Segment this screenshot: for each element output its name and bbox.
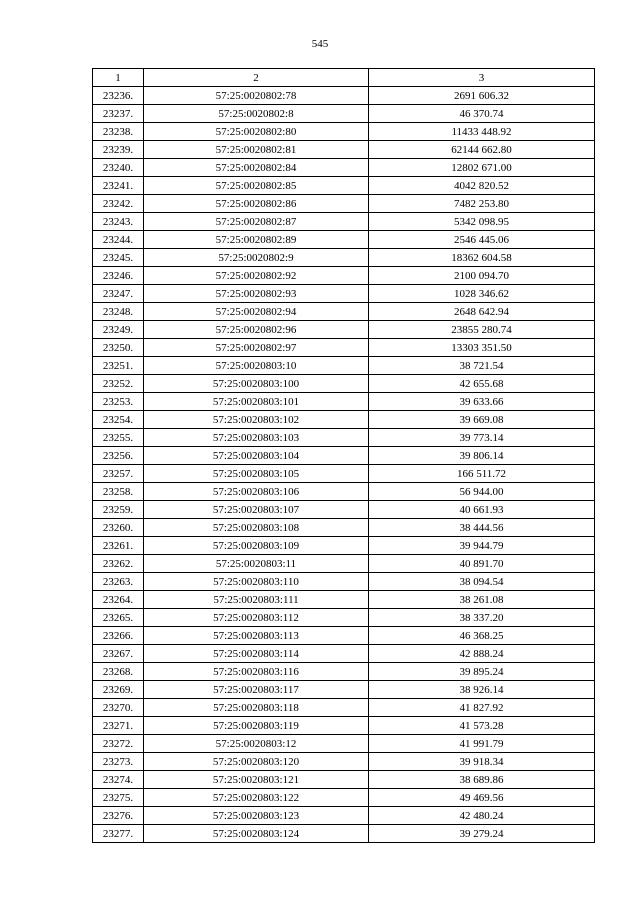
- table-row: [93, 339, 595, 357]
- table-row: [93, 591, 595, 609]
- cadastral-number-cell: 57:25:0020803:11: [144, 555, 369, 573]
- table-row: [93, 393, 595, 411]
- cadastral-number-cell: 57:25:0020803:121: [144, 771, 369, 789]
- table-row: [93, 465, 595, 483]
- value-cell: 2546 445.06: [369, 231, 595, 249]
- value-cell: 2648 642.94: [369, 303, 595, 321]
- value-cell: 40 661.93: [369, 501, 595, 519]
- value-cell: 39 918.34: [369, 753, 595, 771]
- table-row: [93, 681, 595, 699]
- row-number-cell: 23256.: [93, 447, 144, 465]
- table-row: [93, 195, 595, 213]
- row-number-cell: 23276.: [93, 807, 144, 825]
- cadastral-number-cell: 57:25:0020803:102: [144, 411, 369, 429]
- value-cell: 1028 346.62: [369, 285, 595, 303]
- cadastral-number-cell: 57:25:0020803:117: [144, 681, 369, 699]
- table-row: [93, 627, 595, 645]
- cadastral-number-cell: 57:25:0020802:97: [144, 339, 369, 357]
- cadastral-number-cell: 57:25:0020802:8: [144, 105, 369, 123]
- cadastral-number-cell: 57:25:0020802:92: [144, 267, 369, 285]
- value-cell: 11433 448.92: [369, 123, 595, 141]
- value-cell: 46 368.25: [369, 627, 595, 645]
- value-cell: 39 895.24: [369, 663, 595, 681]
- cadastral-number-cell: 57:25:0020803:12: [144, 735, 369, 753]
- table-row: [93, 753, 595, 771]
- table-row: [93, 411, 595, 429]
- cadastral-number-cell: 57:25:0020802:80: [144, 123, 369, 141]
- cadastral-number-cell: 57:25:0020803:110: [144, 573, 369, 591]
- table-row: [93, 267, 595, 285]
- row-number-cell: 23271.: [93, 717, 144, 735]
- cadastral-number-cell: 57:25:0020803:122: [144, 789, 369, 807]
- table-header-row: [93, 69, 595, 87]
- cadastral-number-cell: 57:25:0020803:109: [144, 537, 369, 555]
- row-number-cell: 23246.: [93, 267, 144, 285]
- value-cell: 39 669.08: [369, 411, 595, 429]
- table-row: [93, 537, 595, 555]
- cadastral-value-table: [92, 68, 595, 843]
- cadastral-number-cell: 57:25:0020803:105: [144, 465, 369, 483]
- value-cell: 2100 094.70: [369, 267, 595, 285]
- row-number-cell: 23244.: [93, 231, 144, 249]
- row-number-cell: 23255.: [93, 429, 144, 447]
- row-number-cell: 23259.: [93, 501, 144, 519]
- value-cell: 4042 820.52: [369, 177, 595, 195]
- row-number-cell: 23248.: [93, 303, 144, 321]
- row-number-cell: 23269.: [93, 681, 144, 699]
- value-cell: 38 261.08: [369, 591, 595, 609]
- table-row: [93, 357, 595, 375]
- row-number-cell: 23252.: [93, 375, 144, 393]
- cadastral-number-cell: 57:25:0020802:81: [144, 141, 369, 159]
- value-cell: 38 689.86: [369, 771, 595, 789]
- value-cell: 56 944.00: [369, 483, 595, 501]
- cadastral-number-cell: 57:25:0020803:108: [144, 519, 369, 537]
- row-number-cell: 23261.: [93, 537, 144, 555]
- cadastral-number-cell: 57:25:0020803:10: [144, 357, 369, 375]
- value-cell: 42 888.24: [369, 645, 595, 663]
- cadastral-number-cell: 57:25:0020802:94: [144, 303, 369, 321]
- table-row: [93, 789, 595, 807]
- row-number-cell: 23266.: [93, 627, 144, 645]
- row-number-cell: 23239.: [93, 141, 144, 159]
- table-row: [93, 717, 595, 735]
- value-cell: 38 444.56: [369, 519, 595, 537]
- value-cell: 42 480.24: [369, 807, 595, 825]
- row-number-cell: 23247.: [93, 285, 144, 303]
- value-cell: 39 944.79: [369, 537, 595, 555]
- table-row: [93, 771, 595, 789]
- row-number-cell: 23263.: [93, 573, 144, 591]
- value-cell: 166 511.72: [369, 465, 595, 483]
- value-cell: 40 891.70: [369, 555, 595, 573]
- cadastral-number-cell: 57:25:0020803:101: [144, 393, 369, 411]
- table-row: [93, 231, 595, 249]
- row-number-cell: 23241.: [93, 177, 144, 195]
- row-number-cell: 23267.: [93, 645, 144, 663]
- cadastral-number-cell: 57:25:0020803:113: [144, 627, 369, 645]
- table-row: [93, 123, 595, 141]
- table-row: [93, 663, 595, 681]
- value-cell: 7482 253.80: [369, 195, 595, 213]
- cadastral-number-cell: 57:25:0020802:87: [144, 213, 369, 231]
- cadastral-number-cell: 57:25:0020802:89: [144, 231, 369, 249]
- value-cell: 41 827.92: [369, 699, 595, 717]
- row-number-cell: 23245.: [93, 249, 144, 267]
- cadastral-number-cell: 57:25:0020803:100: [144, 375, 369, 393]
- value-cell: 13303 351.50: [369, 339, 595, 357]
- cadastral-number-cell: 57:25:0020802:86: [144, 195, 369, 213]
- cadastral-number-cell: 57:25:0020803:120: [144, 753, 369, 771]
- table-row: [93, 429, 595, 447]
- table-row: [93, 645, 595, 663]
- value-cell: 23855 280.74: [369, 321, 595, 339]
- value-cell: 5342 098.95: [369, 213, 595, 231]
- cadastral-number-cell: 57:25:0020802:96: [144, 321, 369, 339]
- value-cell: 12802 671.00: [369, 159, 595, 177]
- row-number-cell: 23268.: [93, 663, 144, 681]
- row-number-cell: 23257.: [93, 465, 144, 483]
- cadastral-number-cell: 57:25:0020803:107: [144, 501, 369, 519]
- row-number-cell: 23250.: [93, 339, 144, 357]
- cadastral-number-cell: 57:25:0020802:84: [144, 159, 369, 177]
- row-number-cell: 23275.: [93, 789, 144, 807]
- table-row: [93, 321, 595, 339]
- cadastral-number-cell: 57:25:0020802:93: [144, 285, 369, 303]
- value-cell: 39 773.14: [369, 429, 595, 447]
- row-number-cell: 23260.: [93, 519, 144, 537]
- row-number-cell: 23274.: [93, 771, 144, 789]
- column-header-3: 3: [369, 69, 595, 87]
- table-row: [93, 483, 595, 501]
- table-row: [93, 177, 595, 195]
- column-header-2: 2: [144, 69, 369, 87]
- table-row: [93, 141, 595, 159]
- column-header-1: 1: [93, 69, 144, 87]
- row-number-cell: 23264.: [93, 591, 144, 609]
- value-cell: 46 370.74: [369, 105, 595, 123]
- table-row: [93, 555, 595, 573]
- value-cell: 38 094.54: [369, 573, 595, 591]
- row-number-cell: 23270.: [93, 699, 144, 717]
- table-row: [93, 249, 595, 267]
- row-number-cell: 23236.: [93, 87, 144, 105]
- value-cell: 42 655.68: [369, 375, 595, 393]
- table-row: [93, 105, 595, 123]
- row-number-cell: 23262.: [93, 555, 144, 573]
- cadastral-number-cell: 57:25:0020803:119: [144, 717, 369, 735]
- table-row: [93, 159, 595, 177]
- table-row: [93, 303, 595, 321]
- cadastral-number-cell: 57:25:0020803:124: [144, 825, 369, 843]
- table-row: [93, 213, 595, 231]
- row-number-cell: 23237.: [93, 105, 144, 123]
- row-number-cell: 23240.: [93, 159, 144, 177]
- row-number-cell: 23272.: [93, 735, 144, 753]
- table-body: [93, 87, 595, 843]
- value-cell: 49 469.56: [369, 789, 595, 807]
- row-number-cell: 23249.: [93, 321, 144, 339]
- table-row: [93, 825, 595, 843]
- row-number-cell: 23273.: [93, 753, 144, 771]
- row-number-cell: 23265.: [93, 609, 144, 627]
- table-row: [93, 519, 595, 537]
- row-number-cell: 23251.: [93, 357, 144, 375]
- table-row: [93, 501, 595, 519]
- table-row: [93, 609, 595, 627]
- table-row: [93, 285, 595, 303]
- cadastral-number-cell: 57:25:0020803:106: [144, 483, 369, 501]
- row-number-cell: 23243.: [93, 213, 144, 231]
- cadastral-number-cell: 57:25:0020802:78: [144, 87, 369, 105]
- table-row: [93, 807, 595, 825]
- page-number: 545: [311, 38, 329, 50]
- value-cell: 39 633.66: [369, 393, 595, 411]
- cadastral-number-cell: 57:25:0020803:116: [144, 663, 369, 681]
- row-number-cell: 23238.: [93, 123, 144, 141]
- cadastral-number-cell: 57:25:0020803:118: [144, 699, 369, 717]
- value-cell: 41 573.28: [369, 717, 595, 735]
- cadastral-number-cell: 57:25:0020803:123: [144, 807, 369, 825]
- value-cell: 38 337.20: [369, 609, 595, 627]
- cadastral-number-cell: 57:25:0020802:9: [144, 249, 369, 267]
- row-number-cell: 23242.: [93, 195, 144, 213]
- cadastral-number-cell: 57:25:0020803:112: [144, 609, 369, 627]
- cadastral-number-cell: 57:25:0020802:85: [144, 177, 369, 195]
- table-row: [93, 735, 595, 753]
- row-number-cell: 23258.: [93, 483, 144, 501]
- cadastral-number-cell: 57:25:0020803:114: [144, 645, 369, 663]
- row-number-cell: 23277.: [93, 825, 144, 843]
- table-row: [93, 573, 595, 591]
- cadastral-number-cell: 57:25:0020803:103: [144, 429, 369, 447]
- value-cell: 18362 604.58: [369, 249, 595, 267]
- value-cell: 62144 662.80: [369, 141, 595, 159]
- table-row: [93, 699, 595, 717]
- row-number-cell: 23253.: [93, 393, 144, 411]
- value-cell: 41 991.79: [369, 735, 595, 753]
- table-row: [93, 87, 595, 105]
- table-row: [93, 447, 595, 465]
- row-number-cell: 23254.: [93, 411, 144, 429]
- value-cell: 2691 606.32: [369, 87, 595, 105]
- value-cell: 38 926.14: [369, 681, 595, 699]
- value-cell: 38 721.54: [369, 357, 595, 375]
- cadastral-number-cell: 57:25:0020803:111: [144, 591, 369, 609]
- value-cell: 39 806.14: [369, 447, 595, 465]
- value-cell: 39 279.24: [369, 825, 595, 843]
- table-row: [93, 375, 595, 393]
- cadastral-number-cell: 57:25:0020803:104: [144, 447, 369, 465]
